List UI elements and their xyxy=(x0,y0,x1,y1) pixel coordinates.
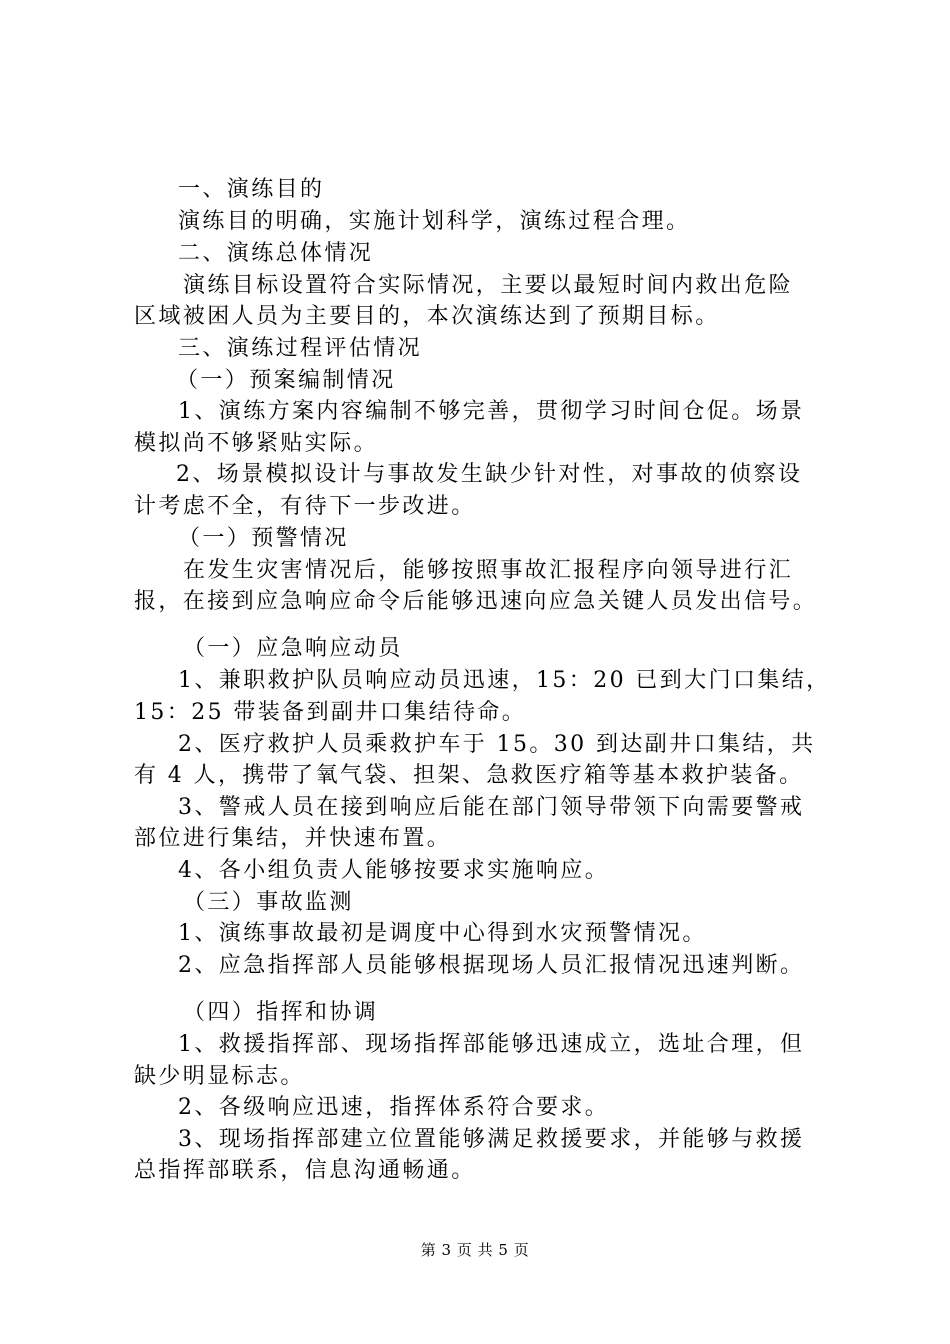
paragraph-line: 报，在接到应急响应命令后能够迅速向应急关键人员发出信号。 xyxy=(134,589,818,614)
paragraph-line: 演练目标设置符合实际情况，主要以最短时间内救出危险 xyxy=(183,273,794,298)
paragraph-line: 2、医疗救护人员乘救护车于 15。30 到达副井口集结，共 xyxy=(178,732,816,757)
paragraph-line: 1、救援指挥部、现场指挥部能够迅速成立，选址合理，但 xyxy=(178,1032,805,1057)
subheading-command-coordination: （四）指挥和协调 xyxy=(183,1000,379,1025)
paragraph-line: 2、各级响应迅速，指挥体系符合要求。 xyxy=(178,1095,610,1120)
heading-overall-situation: 二、演练总体情况 xyxy=(178,241,374,266)
page-footer: 第 3 页 共 5 页 xyxy=(420,1241,530,1259)
paragraph-line: 区域被困人员为主要目的，本次演练达到了预期目标。 xyxy=(134,304,720,329)
subheading-accident-monitoring: （三）事故监测 xyxy=(183,890,354,915)
paragraph-line: 1、兼职救护队员响应动员迅速，15：20 已到大门口集结， xyxy=(178,668,831,693)
paragraph-line: 2、场景模拟设计与事故发生缺少针对性，对事故的侦察设 xyxy=(176,462,803,487)
paragraph-line: 计考虑不全，有待下一步改进。 xyxy=(134,494,476,519)
heading-drill-purpose: 一、演练目的 xyxy=(178,177,325,202)
subheading-emergency-mobilization: （一）应急响应动员 xyxy=(183,636,403,661)
paragraph-line: 1、演练方案内容编制不够完善，贯彻学习时间仓促。场景 xyxy=(178,399,805,424)
paragraph-line: 有 4 人，携带了氧气袋、担架、急救医疗箱等基本救护装备。 xyxy=(134,763,804,788)
subheading-plan-preparation: （一）预案编制情况 xyxy=(176,368,396,393)
paragraph-line: 3、现场指挥部建立位置能够满足救援要求，并能够与救援 xyxy=(178,1127,805,1152)
paragraph-line: 15：25 带装备到副井口集结待命。 xyxy=(134,700,527,725)
paragraph-line: 2、应急指挥部人员能够根据现场人员汇报情况迅速判断。 xyxy=(178,953,805,978)
subheading-early-warning: （一）预警情况 xyxy=(178,526,349,551)
paragraph-line: 演练目的明确，实施计划科学，演练过程合理。 xyxy=(178,209,691,234)
paragraph-line: 在发生灾害情况后，能够按照事故汇报程序向领导进行汇 xyxy=(183,558,794,583)
paragraph-line: 3、警戒人员在接到响应后能在部门领导带领下向需要警戒 xyxy=(178,795,805,820)
paragraph-line: 模拟尚不够紧贴实际。 xyxy=(134,431,379,456)
paragraph-line: 总指挥部联系，信息沟通畅通。 xyxy=(134,1158,476,1183)
paragraph-line: 部位进行集结，并快速布置。 xyxy=(134,826,452,851)
heading-process-evaluation: 三、演练过程评估情况 xyxy=(178,336,423,361)
paragraph-line: 缺少明显标志。 xyxy=(134,1064,305,1089)
paragraph-line: 4、各小组负责人能够按要求实施响应。 xyxy=(178,858,610,883)
paragraph-line: 1、演练事故最初是调度中心得到水灾预警情况。 xyxy=(178,921,707,946)
